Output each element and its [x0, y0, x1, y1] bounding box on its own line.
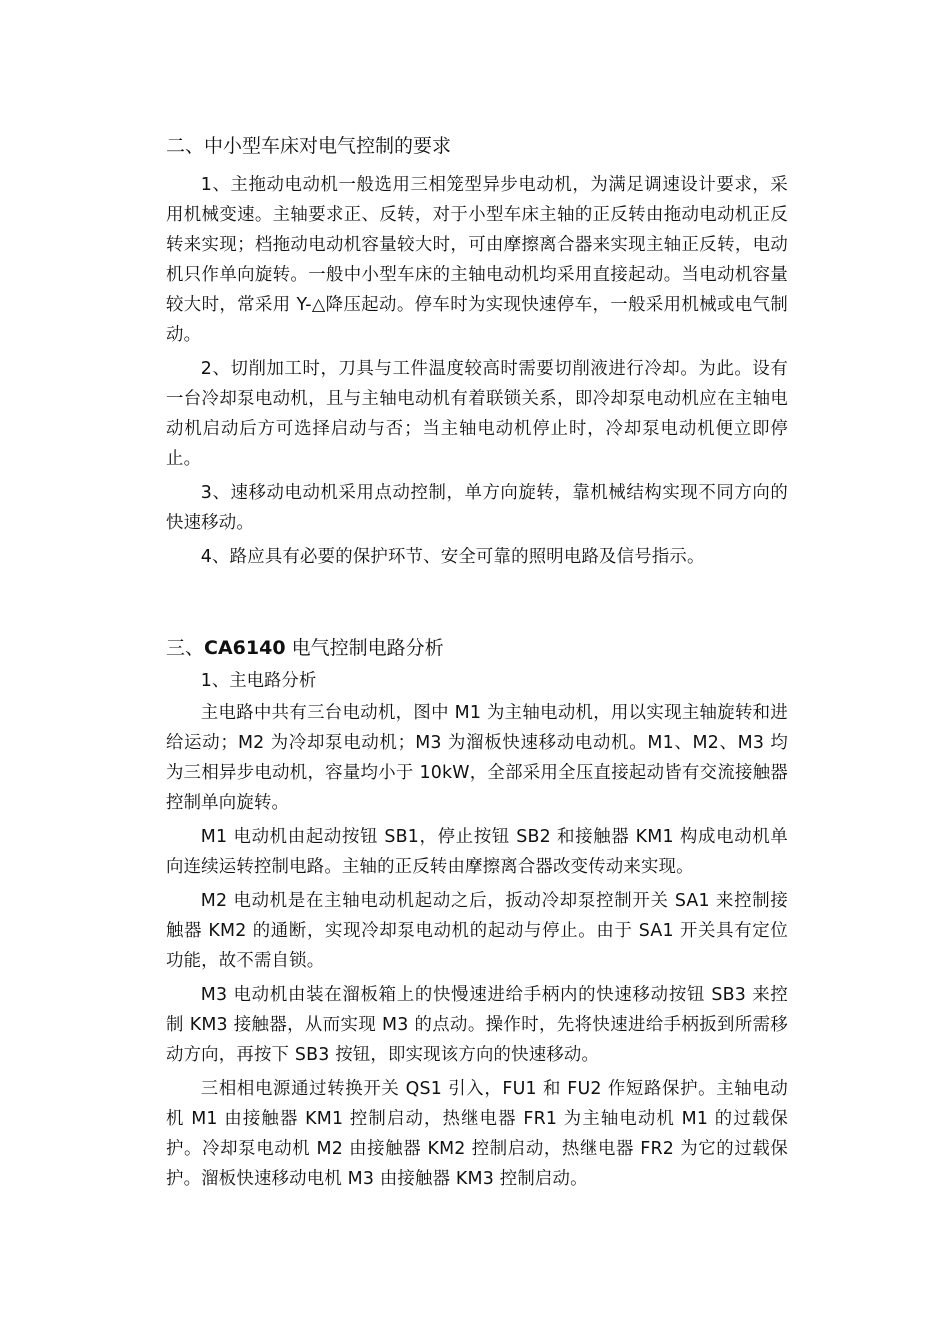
title-model: CA6140: [204, 637, 286, 659]
paragraph-requirement-4: 4、路应具有必要的保护环节、安全可靠的照明电路及信号指示。: [200, 547, 705, 567]
paragraph-m3-motor: M3 电动机由装在溜板箱上的快慢速进给手柄内的快速移动按钮 SB3 来控制 KM3 接触器，从而实现 M3 的点动。操作时，先将快速进给手柄扳到所需移动方向，再按下 SB3 按钮，即实现该方向的快速移动。: [166, 985, 788, 1065]
paragraph-power-supply: 三相相电源通过转换开关 QS1 引入，FU1 和 FU2 作短路保护。主轴电动机 M1 由接触器 KM1 控制启动，热继电器 FR1 为主轴电动机 M1 的过载保护。冷却泵电动机 M2 由接触器 KM2 控制启动，热继电器 FR2 为它的过载保护。溜板快速移动电机 M3 由接触器 KM3 控制启动。: [166, 1079, 788, 1189]
paragraph-m1-motor: M1 电动机由起动按钮 SB1，停止按钮 SB2 和接触器 KM1 构成电动机单向连续运转控制电路。主轴的正反转由摩擦离合器改变传动来实现。: [166, 827, 788, 877]
paragraph-requirement-3: 3、速移动电动机采用点动控制，单方向旋转，靠机械结构实现不同方向的快速移动。: [166, 483, 788, 533]
paragraph-m2-motor: M2 电动机是在主轴电动机起动之后，扳动冷却泵控制开关 SA1 来控制接触器 KM2 的通断，实现冷却泵电动机的起动与停止。由于 SA1 开关具有定位功能，故不需自锁。: [166, 891, 788, 971]
paragraph-main-circuit-overview: 主电路中共有三台电动机，图中 M1 为主轴电动机，用以实现主轴旋转和进给运动；M2 为冷却泵电动机；M3 为溜板快速移动电动机。M1、M2、M3 均为三相异步电动机，容量均小于 10kW，全部采用全压直接起动皆有交流接触器控制单向旋转。: [166, 703, 788, 813]
section-spacer: [166, 574, 788, 630]
title-suffix: 电气控制电路分析: [285, 637, 444, 659]
paragraph-requirement-1: 1、主拖动电动机一般选用三相笼型异步电动机，为满足调速设计要求，采用机械变速。主轴要求正、反转，对于小型车床主轴的正反转由拖动电动机正反转来实现；档拖动电动机容量较大时，可由摩擦离合器来实现主轴正反转，电动机只作单向旋转。一般中小型车床的主轴电动机均采用直接起动。当电动机容量较大时，常采用 Y-△降压起动。停车时为实现快速停车，一般采用机械或电气制动。: [166, 175, 788, 345]
paragraph-requirement-2: 2、切削加工时，刀具与工件温度较高时需要切削液进行冷却。为此。设有一台冷却泵电动机，且与主轴电动机有着联锁关系，即冷却泵电动机应在主轴电动机启动后方可选择启动与否；当主轴电动机停止时，冷却泵电动机便立即停止。: [166, 359, 788, 469]
subheading-main-circuit: 1、主电路分析: [200, 671, 317, 691]
title-prefix: 三、: [166, 637, 205, 659]
section-title-ca6140: [166, 630, 788, 666]
document-page: [166, 128, 788, 1196]
section-title-requirements: 二、中小型车床对电气控制的要求: [166, 135, 452, 157]
